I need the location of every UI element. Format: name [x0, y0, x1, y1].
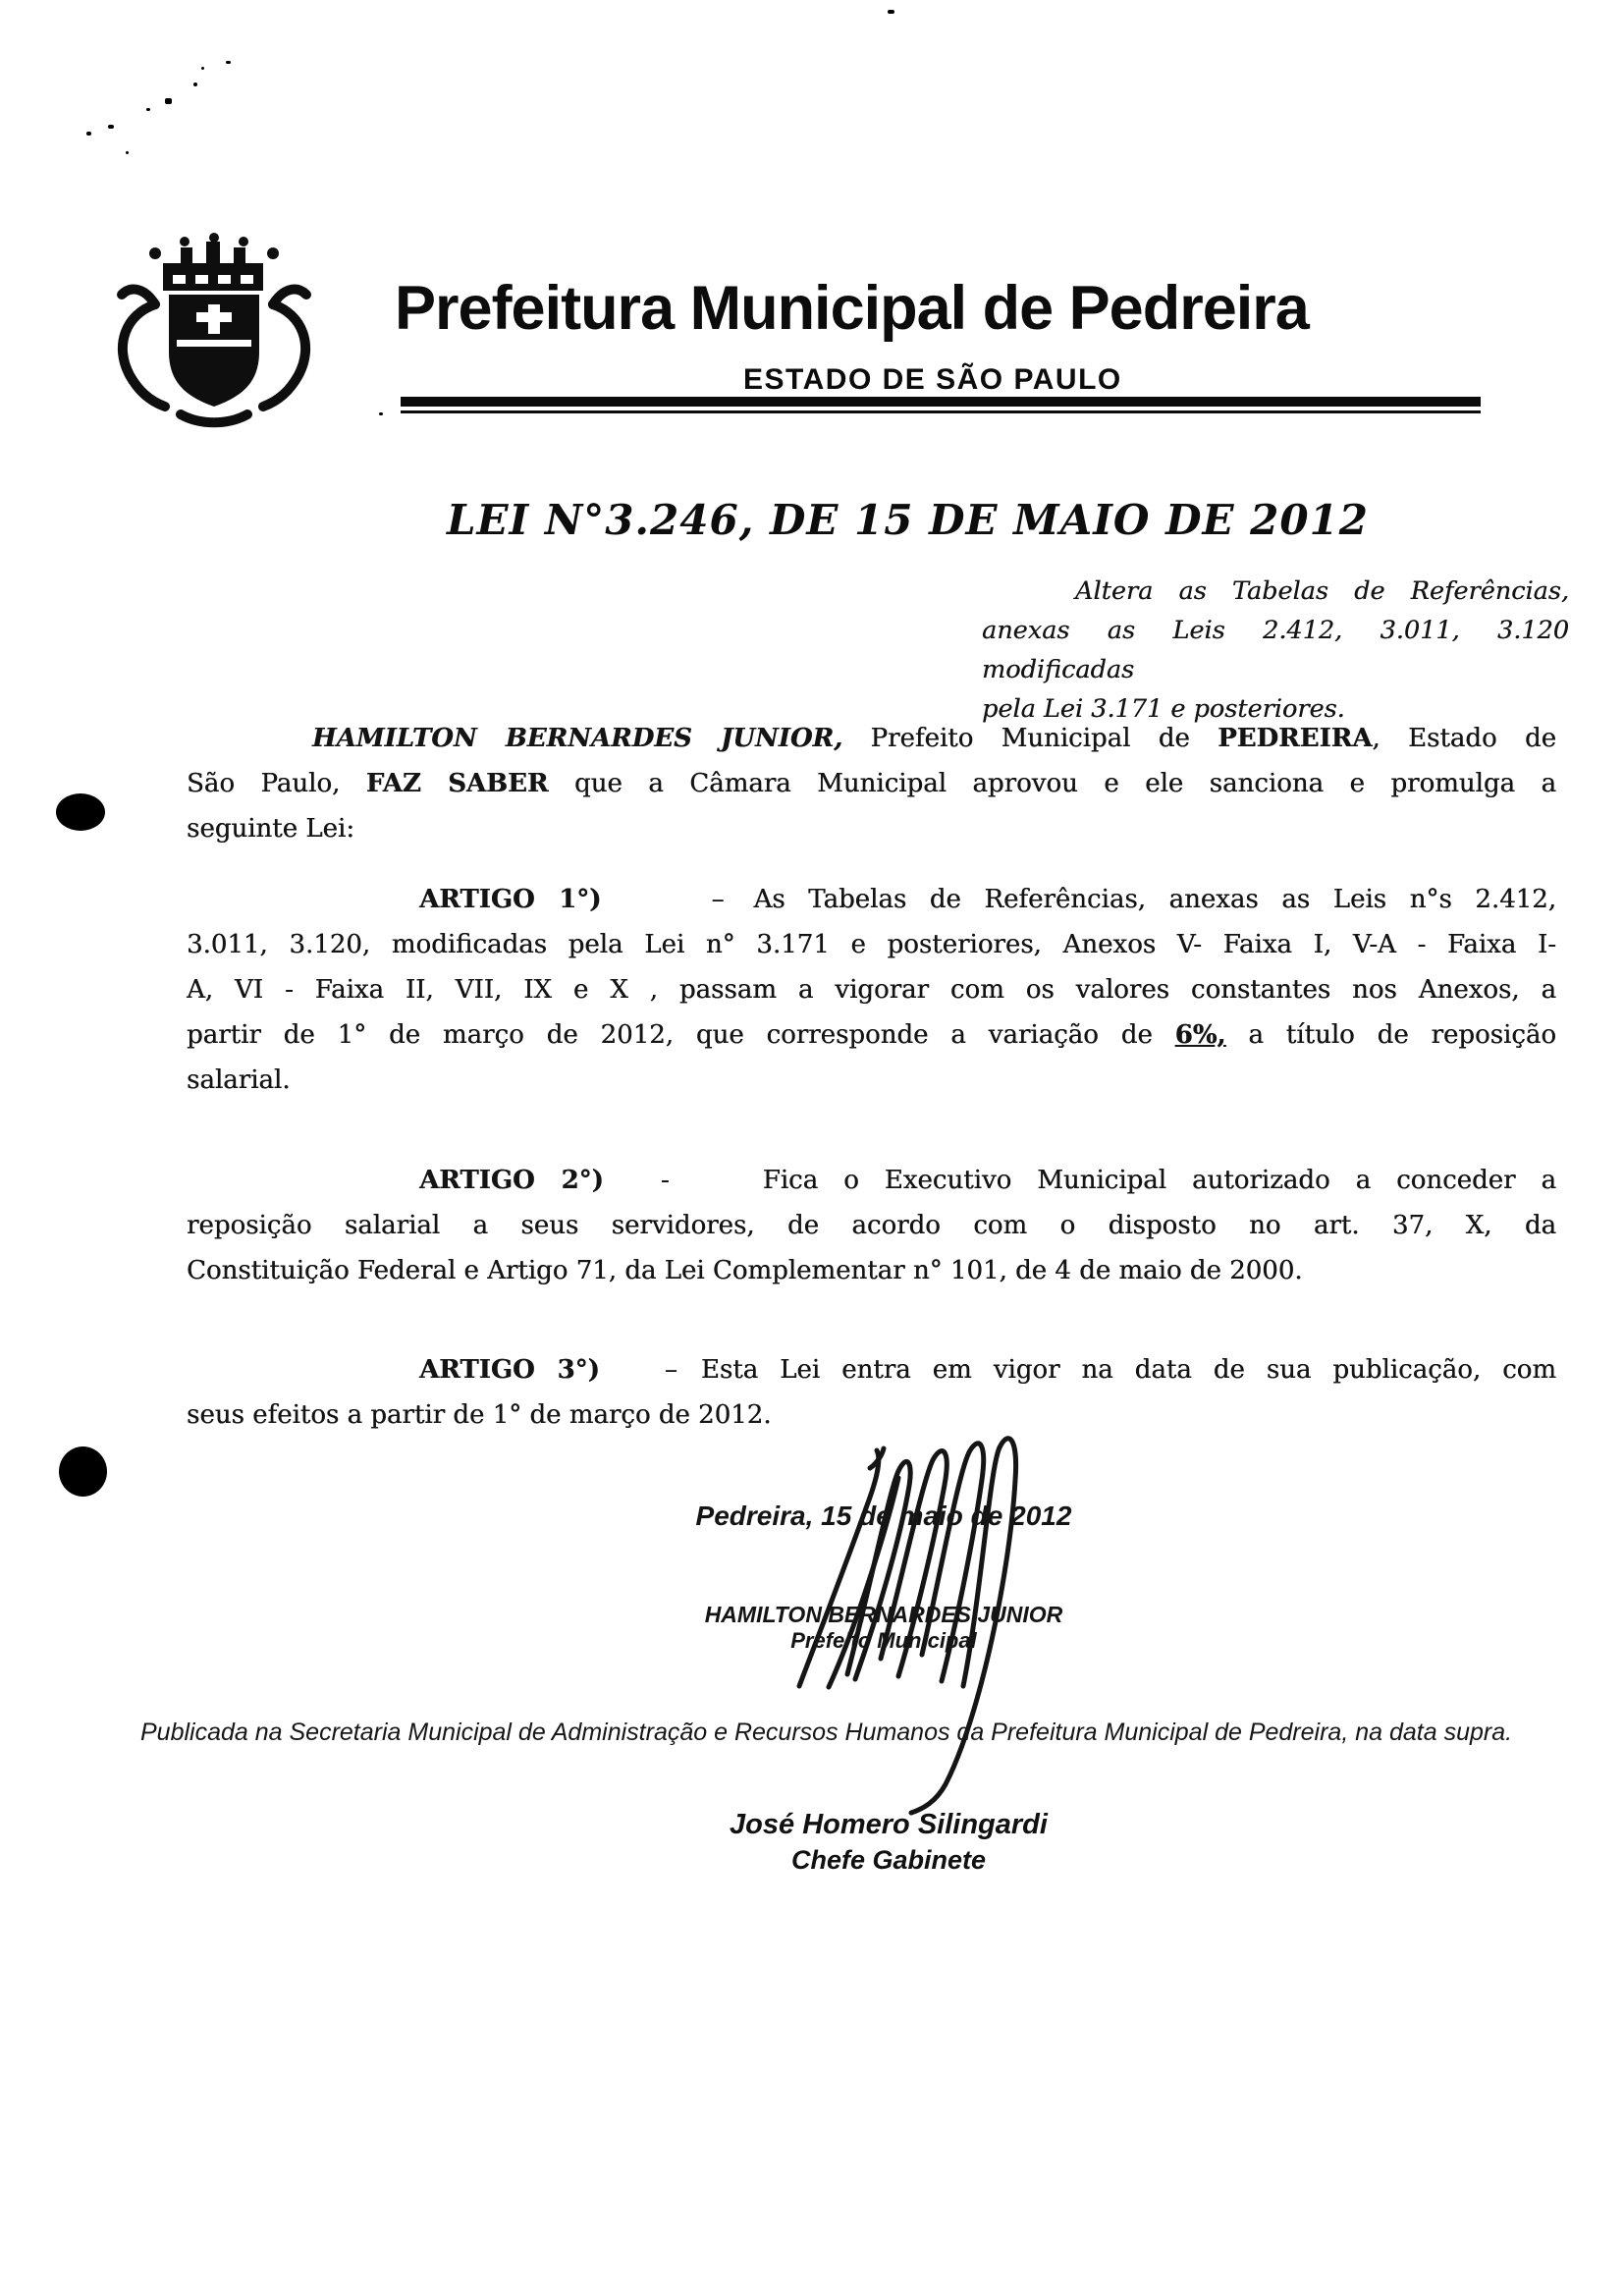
text-line: salarial.: [187, 1065, 291, 1095]
scan-speck: [146, 108, 150, 111]
header-subtitle: ESTADO DE SÃO PAULO: [743, 363, 1122, 396]
secondary-signer-name: José Homero Silingardi: [730, 1809, 1048, 1840]
hole-punch-mark: [59, 1446, 107, 1497]
text-line: partir de 1° de março de 2012, que corresponde a variação de 6%, a título de reposição: [187, 1020, 1556, 1050]
law-title: LEI N°3.246, DE 15 DE MAIO DE 2012: [447, 496, 1370, 544]
publication-note: Publicada na Secretaria Municipal de Administração e Recursos Humanos da Prefeitura Municipal de Pedreira, na data supra.: [140, 1719, 1513, 1746]
text-line: 3.011, 3.120, modificadas pela Lei n° 3.171 e posteriores, Anexos V- Faixa I, V-A - Faixa I-: [187, 930, 1556, 959]
text-line: reposição salarial a seus servidores, de acordo com o disposto no art. 37, X, da: [187, 1211, 1556, 1240]
text-line: pela Lei 3.171 e posteriores.: [982, 694, 1345, 724]
header-rule: [401, 397, 1481, 407]
handwritten-signature-icon: [687, 1399, 1080, 1851]
text-line: HAMILTON BERNARDES JUNIOR, Prefeito Municipal de PEDREIRA, Estado de: [312, 724, 1556, 753]
scan-speck: [379, 412, 383, 415]
header-title: Prefeitura Municipal de Pedreira: [395, 274, 1309, 343]
signer-name: HAMILTON BERNARDES JUNIOR: [704, 1602, 1063, 1627]
scan-speck: [126, 151, 129, 154]
scan-speck: [226, 61, 231, 64]
signer-role: Prefeito Municipal: [790, 1628, 977, 1653]
text-line: Altera as Tabelas de Referências,: [1075, 576, 1569, 606]
text-line: seus efeitos a partir de 1° de março de 2012.: [187, 1400, 772, 1430]
scan-speck: [888, 10, 894, 14]
scan-speck: [165, 98, 172, 104]
article-1-paragraph: [187, 877, 1556, 1103]
scan-speck: [108, 125, 114, 129]
header-rule-thin: [401, 410, 1481, 413]
law-epigraph: [982, 572, 1569, 729]
scan-speck: [86, 132, 91, 136]
text-line: seguinte Lei:: [187, 814, 355, 844]
text-line: anexas as Leis 2.412, 3.011, 3.120 modificadas: [982, 616, 1569, 684]
date-line: Pedreira, 15 de maio de 2012: [695, 1501, 1072, 1531]
article-2-paragraph: [187, 1158, 1556, 1293]
text-line: Constituição Federal e Artigo 71, da Lei Complementar n° 101, de 4 de maio de 2000.: [187, 1256, 1303, 1285]
text-line: ARTIGO 1°) – As Tabelas de Referências, anexas as Leis n°s 2.412,: [419, 885, 1556, 914]
text-line: A, VI - Faixa II, VII, IX e X , passam a vigorar com os valores constantes nos Anexos, a: [187, 975, 1556, 1005]
hole-punch-mark: [56, 793, 105, 831]
scan-speck: [193, 82, 197, 86]
text-line: ARTIGO 2°) - Fica o Executivo Municipal autorizado a conceder a: [419, 1166, 1556, 1195]
preamble-paragraph: [187, 716, 1556, 851]
text-line: São Paulo, FAZ SABER que a Câmara Municipal aprovou e ele sanciona e promulga a: [187, 769, 1556, 798]
secondary-signer-role: Chefe Gabinete: [790, 1845, 987, 1875]
scan-speck: [201, 67, 204, 70]
text-line: ARTIGO 3°) – Esta Lei entra em vigor na data de sua publicação, com: [419, 1355, 1556, 1385]
municipal-coat-of-arms-icon: [86, 226, 344, 432]
